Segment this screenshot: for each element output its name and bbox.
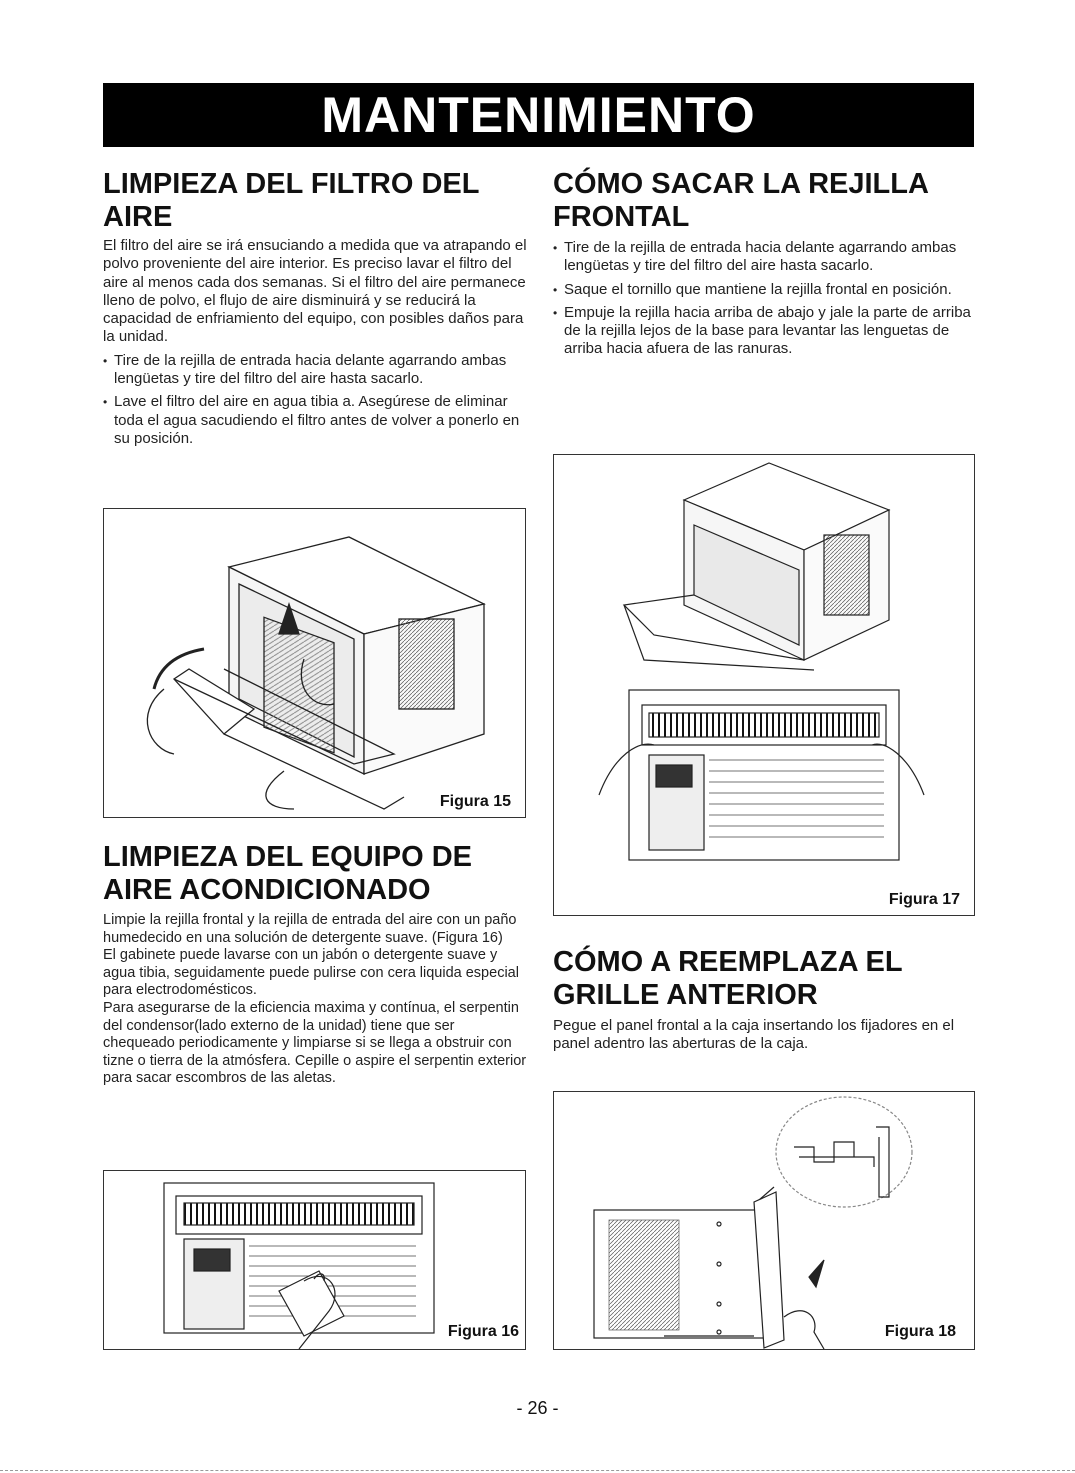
page-banner: MANTENIMIENTO [103,83,974,147]
list-item: • Empuje la rejilla hacia arriba de abajo y jale la parte de arriba de la rejilla lejos de la base para levantar las lenguetas de arriba hacia afuera de las ranuras. [553,304,973,359]
grille-removal-illustration [554,455,974,915]
figure-label: Figura 15 [439,793,511,810]
section-title-sacar: CÓMO SACAR LA REJILLA FRONTAL [553,168,928,233]
list-item: • Lave el filtro del aire en agua tibia a. Asegúrese de eliminar toda el agua sacudiendo el filtro antes de volver a ponerlo en su posición. [103,393,528,448]
figure-label: Figura 18 [884,1323,956,1340]
figure-17 [553,454,975,916]
figure-label: Figura 17 [888,891,960,908]
page-number: - 26 - [516,1398,559,1418]
section-title-equipo: LIMPIEZA DEL EQUIPO DE AIRE ACONDICIONADO [103,841,472,906]
section-sacar [553,168,973,359]
section-intro-filtro: El filtro del aire se irá ensuciando a medida que va atrapando el polvo proveniente del aire interior. Es preciso lavar el filtro del aire al menos cada dos semanas. Si el filtro del aire permanece lleno de polvo, el flujo de aire disminuirá y se reducirá la capacidad de enfriamiento del equipo, con posibles daños para la unidad. [103,237,527,346]
list-item: • Tire de la rejilla de entrada hacia delante agarrando ambas lengüetas y tire del filtro del aire hasta sacarlo. [553,239,973,276]
figure-16 [103,1170,526,1350]
page-bottom-rule [0,1470,1075,1471]
list-item: • Saque el tornillo que mantiene la rejilla frontal en posición. [553,281,973,299]
figure-label: Figura 16 [447,1323,519,1340]
section-filtro [103,168,528,448]
figure-18 [553,1091,975,1350]
section-title-filtro: LIMPIEZA DEL FILTRO DEL AIRE [103,168,479,233]
section-reemplaza [553,946,973,1054]
figure-15 [103,508,526,818]
grille-reinstall-illustration [554,1092,974,1349]
section-equipo [103,841,528,1088]
section-body-reemplaza: Pegue el panel frontal a la caja insertando los fijadores en el panel adentro las aberturas de la caja. [553,1017,955,1053]
section-title-reemplaza: CÓMO A REEMPLAZA EL GRILLE ANTERIOR [553,946,903,1011]
ac-filter-removal-illustration [104,509,525,817]
section-body-equipo: Limpie la rejilla frontal y la rejilla de entrada del aire con un paño humedecido en una solución de detergente suave. (Figura 16) El gabinete puede lavarse con un jabón o detergente suave y agua tibia, seguidamente puede pulirse con cera liquida especial para electrodomésticos. Para asegurarse de la eficiencia maxima y contínua, el serpentin del condensor(lado externo de la unidad) tiene que ser chequeado periodicamente y limpiarse si se llega a obstruir con tizne o tierra de la atmósfera. Cepille o aspire el serpentin exterior para sacar escombros de las aletas. [103,912,527,1087]
bullet-list-sacar [553,239,973,359]
list-item: • Tire de la rejilla de entrada hacia delante agarrando ambas lengüetas y tire del filtro del aire hasta sacarlo. [103,352,528,389]
bullet-list-filtro [103,352,528,448]
